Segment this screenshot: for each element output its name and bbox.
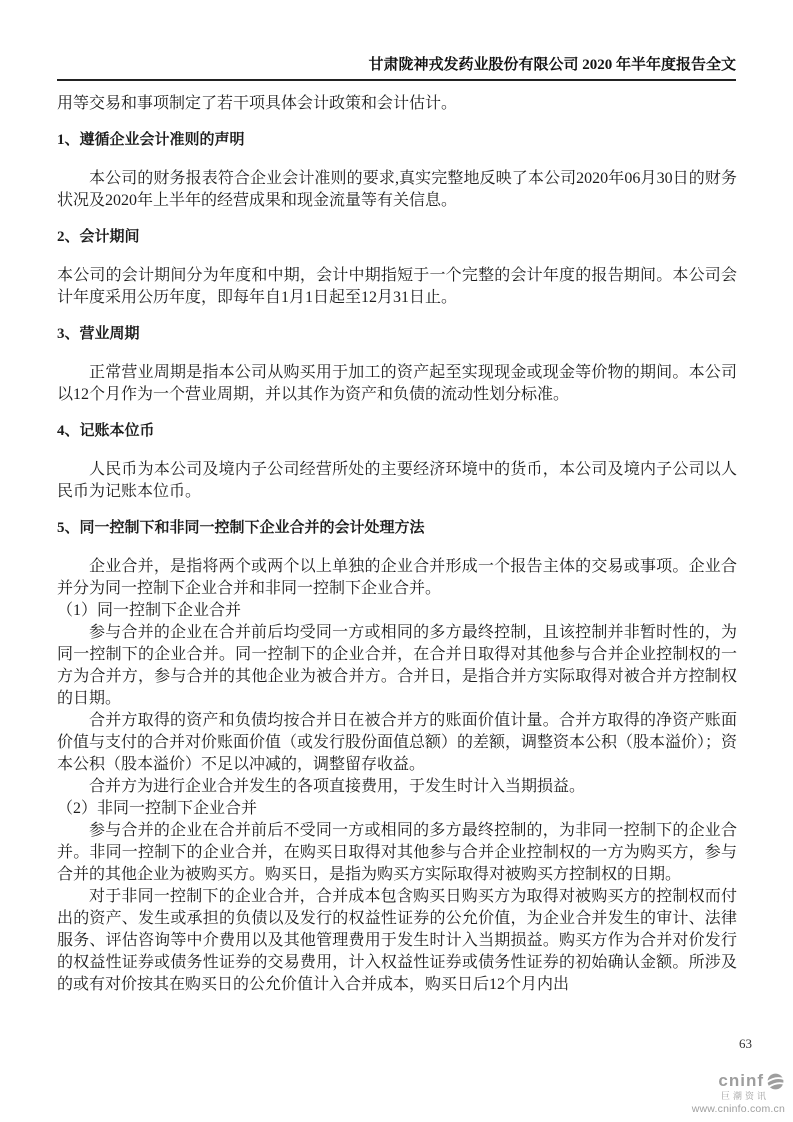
page-header <box>0 0 793 81</box>
section-heading-1: 1、遵循企业会计准则的声明 <box>57 132 245 148</box>
section-2-paragraph: 本公司的会计期间分为年度和中期，会计中期指短于一个完整的会计年度的报告期间。本公司会计年度采用公历年度，即每年自1月1日起至12月31日止。 <box>57 267 737 306</box>
cninfo-logo <box>692 1072 785 1115</box>
sub-item-1-paragraph-3: 合并方为进行企业合并发生的各项直接费用，于发生时计入当期损益。 <box>89 778 586 795</box>
section-heading-5: 5、同一控制下和非同一控制下企业合并的会计处理方法 <box>57 520 425 536</box>
logo-url: www.cninfo.com.cn <box>691 1102 785 1115</box>
logo-cn-name: 巨潮资讯 <box>720 1091 769 1101</box>
section-5-paragraph: 企业合并，是指将两个或两个以上单独的企业合并形成一个报告主体的交易或事项。企业合并分为同一控制下企业合并和非同一控制下企业合并。 <box>57 558 737 597</box>
intro-paragraph: 用等交易和事项制定了若干项具体会计政策和会计估计。 <box>57 95 458 112</box>
section-1-paragraph: 本公司的财务报表符合企业会计准则的要求,真实完整地反映了本公司2020年06月30日的财务状况及2020年上半年的经营成果和现金流量等有关信息。 <box>57 170 737 209</box>
sub-item-1-paragraph-1: 参与合并的企业在合并前后均受同一方或相同的多方最终控制，且该控制并非暂时性的，为同一控制下的企业合并。同一控制下的企业合并，在合并日取得对其他参与合并企业控制权的一方为合并方，参与合并的其他企业为被合并方。合并日，是指合并方实际取得对被合并方控制权的日期。 <box>57 624 737 707</box>
swirl-icon <box>766 1072 785 1091</box>
section-4-paragraph: 人民币为本公司及境内子公司经营所处的主要经济环境中的货币，本公司及境内子公司以人民币为记账本位币。 <box>57 461 737 500</box>
sub-item-2-label: （2）非同一控制下企业合并 <box>57 800 258 817</box>
page-header-title: 甘肃陇神戎发药业股份有限公司 2020 年半年度报告全文 <box>368 57 736 73</box>
logo-brand-row <box>692 1072 785 1091</box>
logo-brand-text: cninf <box>718 1071 764 1091</box>
document-body <box>0 81 793 996</box>
sub-item-2-paragraph-2: 对于非同一控制下的企业合并，合并成本包含购买日购买方为取得对被购买方的控制权而付出的资产、发生或承担的负债以及发行的权益性证券的公允价值，为企业合并发生的审计、法律服务、评估咨询等中介费用以及其他管理费用于发生时计入当期损益。购买方作为合并对价发行的权益性证券或债务性证券的交易费用，计入权益性证券或债务性证券的初始确认金额。所涉及的或有对价按其在购买日的公允价值计入合并成本，购买日后12个月内出 <box>57 888 737 993</box>
section-3-paragraph: 正常营业周期是指本公司从购买用于加工的资产起至实现现金或现金等价物的期间。本公司以12个月作为一个营业周期，并以其作为资产和负债的流动性划分标准。 <box>57 364 737 403</box>
section-heading-4: 4、记账本位币 <box>57 423 155 439</box>
sub-item-1-paragraph-2: 合并方取得的资产和负债均按合并日在被合并方的账面价值计量。合并方取得的净资产账面价值与支付的合并对价账面价值（或发行股份面值总额）的差额，调整资本公积（股本溢价）；资本公积（股本溢价）不足以冲减的，调整留存收益。 <box>57 712 738 773</box>
section-heading-2: 2、会计期间 <box>57 229 140 245</box>
page-number: 63 <box>739 1036 752 1051</box>
sub-item-2-paragraph-1: 参与合并的企业在合并前后不受同一方或相同的多方最终控制的，为非同一控制下的企业合并。非同一控制下的企业合并，在购买日取得对其他参与合并企业控制权的一方为购买方，参与合并的其他企业为被购买方。购买日，是指为购买方实际取得对被购买方控制权的日期。 <box>57 822 737 883</box>
sub-item-1-label: （1）同一控制下企业合并 <box>57 602 242 619</box>
section-heading-3: 3、营业周期 <box>57 326 140 342</box>
